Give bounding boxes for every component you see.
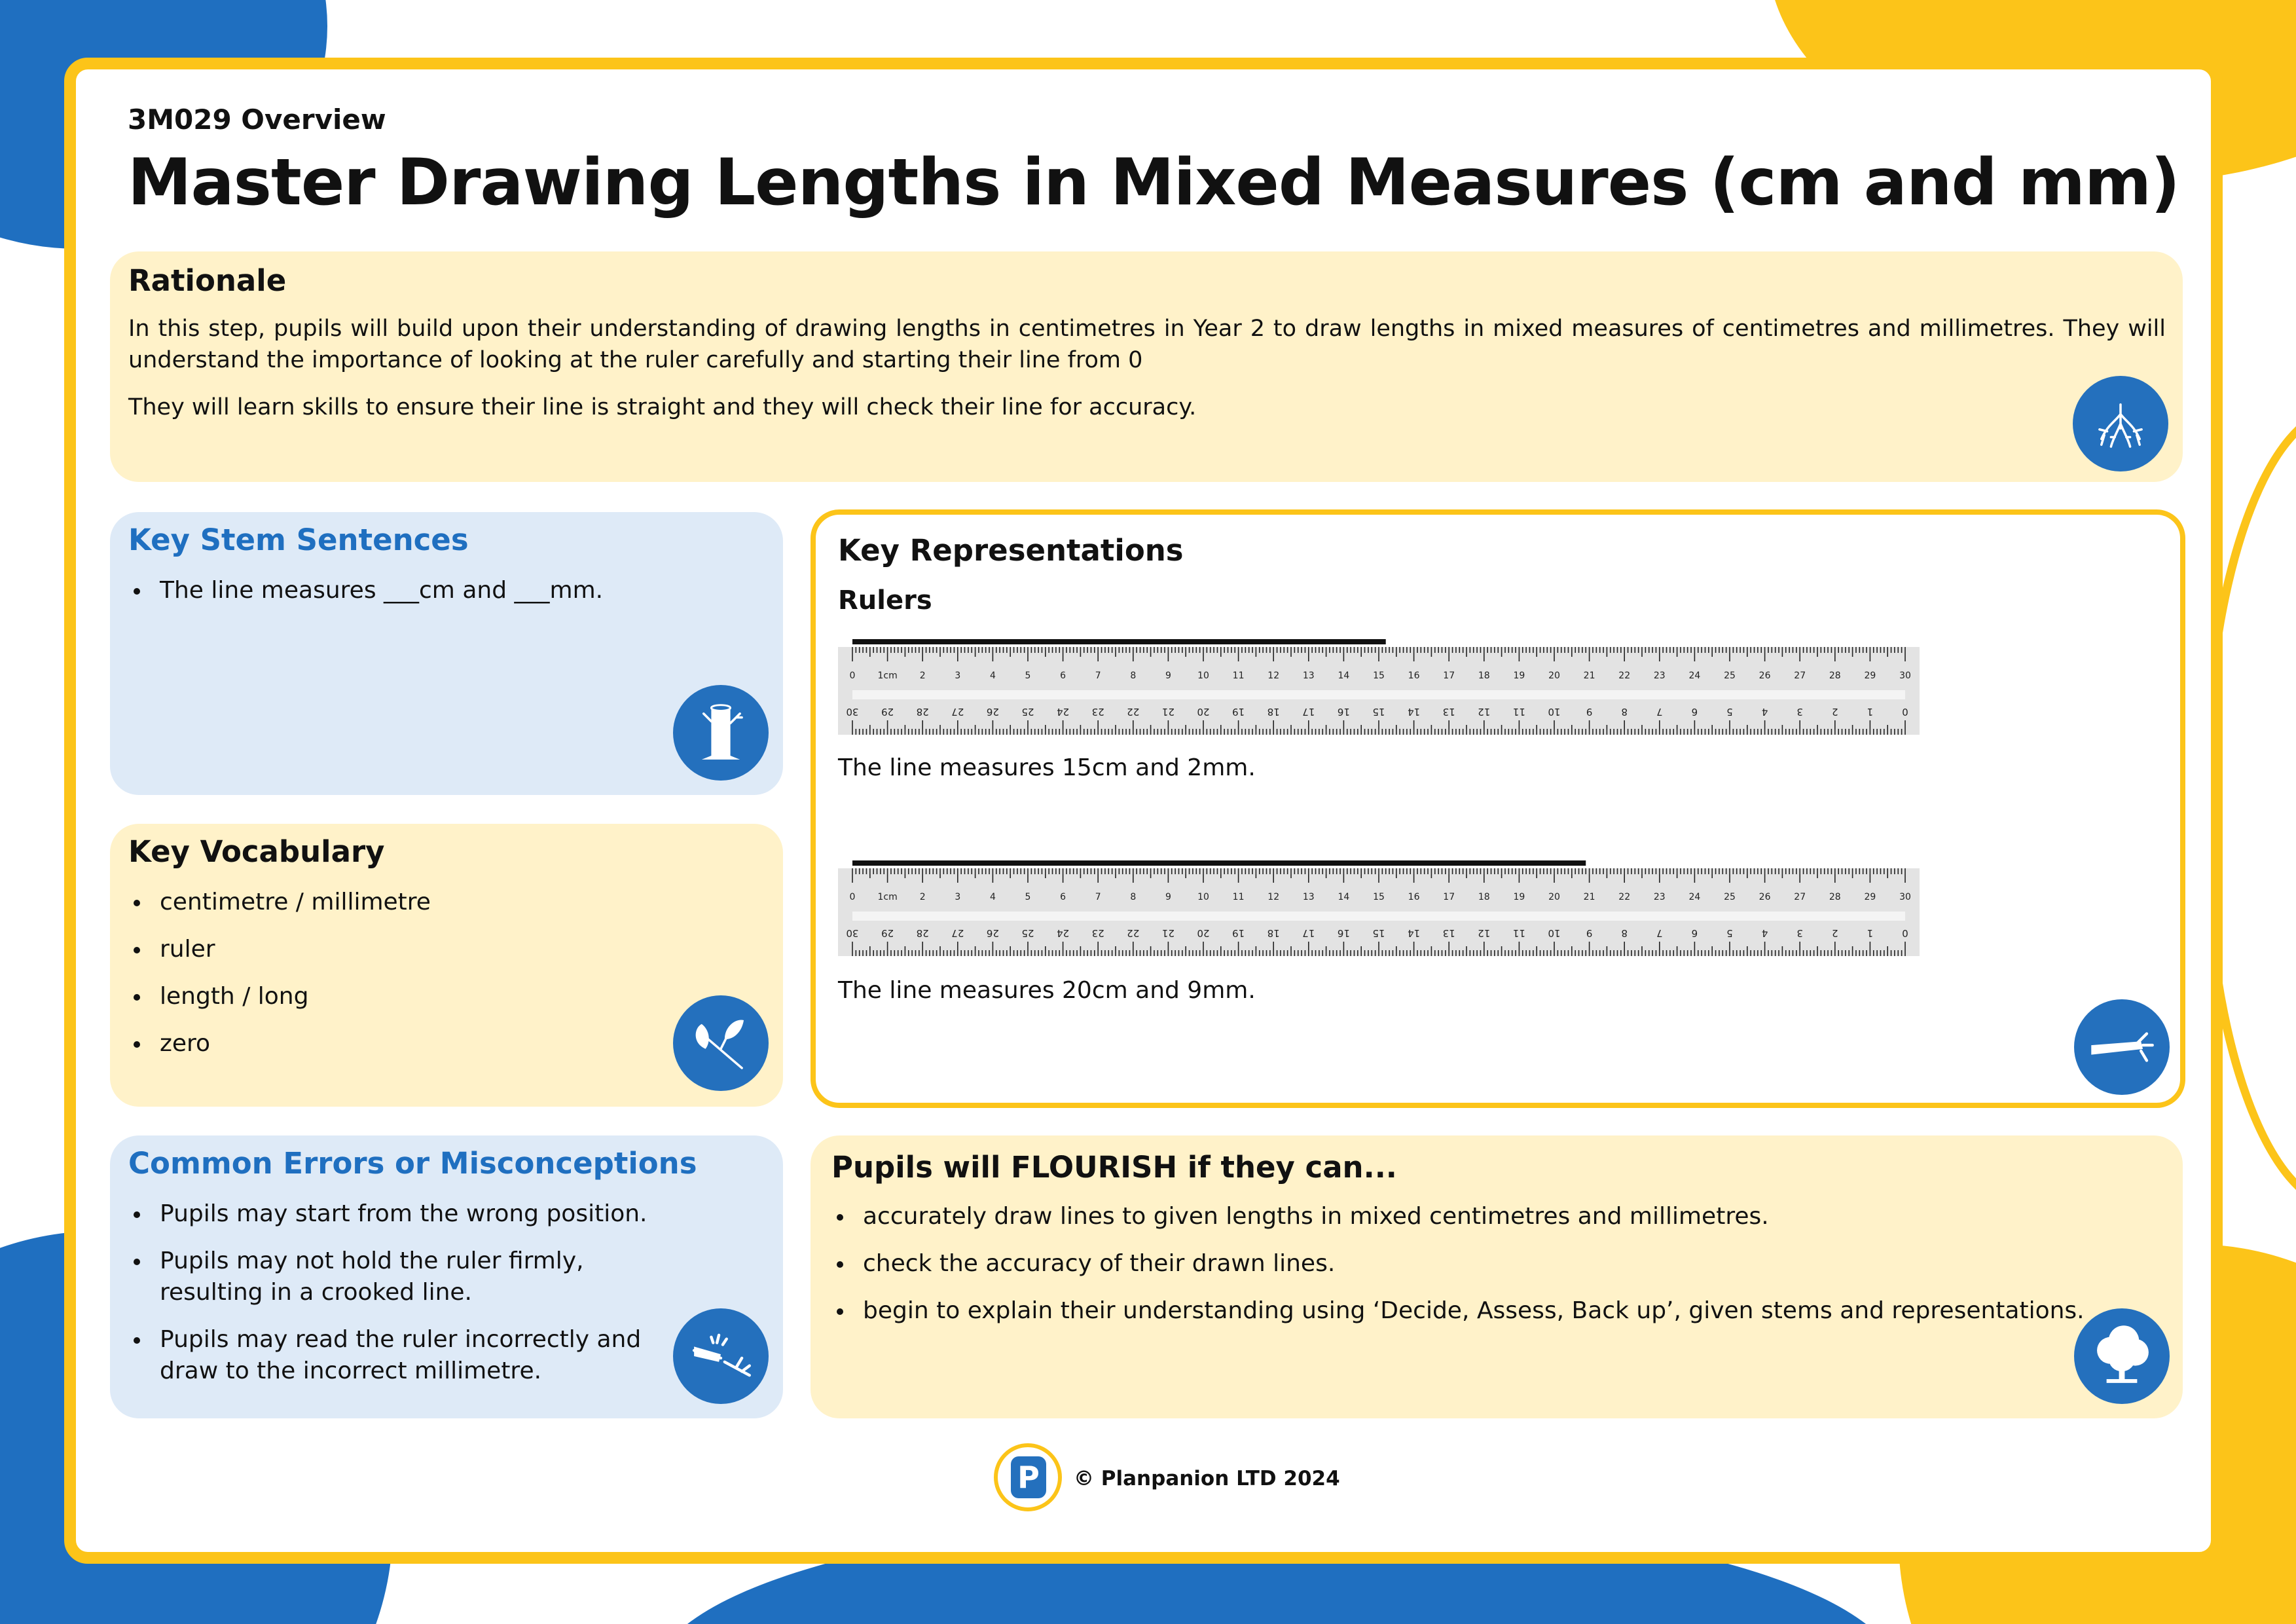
ruler-tick-label: 28 <box>916 927 929 939</box>
ruler-tick-label: 30 <box>1899 671 1911 681</box>
ruler-tick-label: 10 <box>1197 892 1209 902</box>
ruler-tick-label-inverted <box>951 927 964 939</box>
ruler-tick-label-inverted <box>1338 706 1350 718</box>
ruler-tick-label-inverted <box>1197 706 1209 718</box>
ruler-tick-label: 12 <box>1267 671 1280 681</box>
ruler-tick-label-inverted <box>1021 927 1034 939</box>
ruler-tick-label-inverted <box>1443 927 1455 939</box>
ruler-tick-label: 12 <box>1478 927 1491 939</box>
ruler-tick-label: 4 <box>1761 927 1768 939</box>
ruler-tick-label: 7 <box>1095 671 1101 681</box>
ruler-tick-label-inverted <box>1692 927 1698 939</box>
ruler-tick-label: 3 <box>1796 927 1803 939</box>
ruler-tick-label: 27 <box>951 927 964 939</box>
ruler-tick-label: 30 <box>846 927 859 939</box>
ruler-tick-label: 8 <box>1621 927 1628 939</box>
ruler-tick-label: 21 <box>1161 706 1175 718</box>
ruler-tick-label-inverted <box>1267 706 1280 718</box>
ruler-tick-label: 22 <box>1618 892 1631 902</box>
ruler-tick-label-inverted <box>1621 927 1628 939</box>
ruler-tick-label: 6 <box>1691 706 1698 718</box>
ruler-tick-label: 13 <box>1442 706 1455 718</box>
ruler-tick-label: 9 <box>1586 706 1593 718</box>
ruler-tick-label: 10 <box>1548 706 1561 718</box>
ruler-tick-label: 28 <box>1829 892 1841 902</box>
ruler-tick-label-inverted <box>1762 706 1768 718</box>
ruler-tick-label: 29 <box>881 927 894 939</box>
ruler-tick-label: 5 <box>1726 706 1733 718</box>
ruler-tick-label: 15 <box>1372 706 1385 718</box>
ruler-tick-label: 14 <box>1408 706 1421 718</box>
ruler-tick-label: 20 <box>1548 892 1560 902</box>
ruler-tick-label-inverted <box>1021 706 1034 718</box>
ruler-tick-label-inverted <box>1586 927 1593 939</box>
ruler-tick-label: 10 <box>1197 671 1209 681</box>
ruler-tick-label: 11 <box>1232 671 1245 681</box>
ruler-tick-label: 24 <box>1057 706 1070 718</box>
ruler-tick-label: 28 <box>916 706 929 718</box>
representations-heading: Key Representations <box>838 533 1184 568</box>
flourish-card <box>811 1135 2183 1418</box>
flourish-list <box>831 1201 2102 1327</box>
ruler-tick-label: 24 <box>1688 671 1701 681</box>
list-item: Pupils may not hold the ruler firmly, resulting in a crooked line. <box>128 1246 685 1308</box>
ruler-tick-label: 26 <box>986 927 999 939</box>
ruler-tick-label: 17 <box>1302 927 1315 939</box>
common-errors-card <box>110 1135 783 1418</box>
ruler-tick-label-inverted <box>1513 927 1525 939</box>
ruler-tick-label: 8 <box>1621 706 1628 718</box>
ruler-tick-label-inverted <box>1338 927 1350 939</box>
ruler-tick-label: 2 <box>919 892 926 902</box>
ruler-tick-label-inverted <box>1832 927 1838 939</box>
ruler-tick-label: 2 <box>1832 706 1838 718</box>
ruler-tick-label: 6 <box>1691 927 1698 939</box>
list-item: ruler <box>128 934 757 965</box>
ruler-tick-label-inverted <box>951 706 964 718</box>
list-item: begin to explain their understanding using ‘Decide, Assess, Back up’, given stems and representations. <box>831 1295 2102 1327</box>
ruler-tick-label-inverted <box>1692 706 1698 718</box>
ruler-tick-label: 24 <box>1057 927 1070 939</box>
list-item: centimetre / millimetre <box>128 887 757 918</box>
ruler-tick-label-inverted <box>1478 927 1490 939</box>
rulers-subheading: Rulers <box>838 585 932 616</box>
ruler-tick-label-inverted <box>1372 927 1385 939</box>
ruler-tick-label: 14 <box>1338 671 1350 681</box>
tree-icon <box>2074 1308 2170 1404</box>
ruler-tick-label-inverted <box>1232 927 1245 939</box>
ruler-tick-label: 29 <box>1864 671 1876 681</box>
ruler-tick-label-inverted <box>1267 927 1280 939</box>
ruler-tick-label: 18 <box>1478 892 1490 902</box>
ruler-tick-label-inverted <box>1796 706 1803 718</box>
ruler-tick-label-inverted <box>1656 706 1663 718</box>
ruler-tick-label: 19 <box>1513 671 1525 681</box>
ruler-tick-label: 5 <box>1025 671 1031 681</box>
ruler-tick-label-inverted <box>1867 706 1874 718</box>
leaves-icon <box>673 995 769 1091</box>
list-item: Pupils may start from the wrong position. <box>128 1198 685 1230</box>
ruler-tick-label-inverted <box>846 706 858 718</box>
errors-list <box>128 1198 685 1387</box>
ruler-tick-label-inverted <box>1443 706 1455 718</box>
key-vocabulary-card <box>110 824 783 1107</box>
ruler-tick-label: 1cm <box>877 892 898 902</box>
ruler-tick-label-inverted <box>1127 706 1139 718</box>
ruler-tick-label: 0 <box>849 892 856 902</box>
ruler-tick-label: 9 <box>1165 671 1171 681</box>
ruler-tick-label: 19 <box>1513 892 1525 902</box>
ruler-tick-label: 11 <box>1512 706 1525 718</box>
ruler-tick-label: 23 <box>1091 927 1104 939</box>
ruler-tick-label-inverted <box>1478 706 1490 718</box>
ruler-tick-label: 18 <box>1478 671 1490 681</box>
ruler-tick-label: 1 <box>1867 706 1874 718</box>
ruler-tick-label: 11 <box>1512 927 1525 939</box>
ruler-tick-label: 6 <box>1060 671 1066 681</box>
ruler-tick-label: 15 <box>1372 927 1385 939</box>
rationale-paragraph-2: They will learn skills to ensure their line is straight and they will check their line for accuracy. <box>128 394 1197 420</box>
ruler-tick-label: 20 <box>1197 706 1210 718</box>
ruler-tick-label: 18 <box>1267 706 1280 718</box>
ruler-tick-label-inverted <box>1726 927 1733 939</box>
ruler-tick-label: 21 <box>1583 671 1595 681</box>
vocabulary-list <box>128 887 757 1060</box>
ruler-tick-label-inverted <box>1372 706 1385 718</box>
ruler-tick-label: 20 <box>1548 671 1560 681</box>
list-item: Pupils may read the ruler incorrectly and draw to the incorrect millimetre. <box>128 1324 685 1387</box>
ruler-tick-label-inverted <box>1621 706 1628 718</box>
ruler-tick-label-inverted <box>1162 927 1175 939</box>
key-stem-sentences-card <box>110 512 783 795</box>
ruler-tick-label: 1cm <box>877 671 898 681</box>
ruler-tick-label: 16 <box>1337 927 1350 939</box>
ruler-tick-label: 15 <box>1373 671 1385 681</box>
ruler-tick-label: 0 <box>1902 706 1908 718</box>
ruler-tick-label-inverted <box>1408 927 1420 939</box>
ruler-tick-label-inverted <box>1586 706 1593 718</box>
ruler-tick-label-inverted <box>1548 706 1560 718</box>
ruler-tick-label: 8 <box>1130 892 1137 902</box>
ruler-tick-label: 1 <box>1867 927 1874 939</box>
ruler-tick-label: 17 <box>1302 706 1315 718</box>
ruler-tick-label: 17 <box>1443 892 1455 902</box>
ruler-tick-label: 14 <box>1338 892 1350 902</box>
ruler-tick-label: 30 <box>846 706 859 718</box>
list-item: check the accuracy of their drawn lines. <box>831 1248 2102 1280</box>
ruler-tick-label-inverted <box>1548 927 1560 939</box>
ruler-tick-label: 27 <box>1794 892 1806 902</box>
roots-icon <box>2073 376 2168 471</box>
errors-heading: Common Errors or Misconceptions <box>128 1146 697 1181</box>
list-item: length / long <box>128 981 757 1012</box>
ruler-tick-label: 9 <box>1586 927 1593 939</box>
ruler-tick-label-inverted <box>1902 706 1908 718</box>
ruler-tick-label: 8 <box>1130 671 1137 681</box>
ruler-tick-label: 26 <box>1758 671 1771 681</box>
flourish-heading: Pupils will FLOURISH if they can... <box>831 1150 1397 1185</box>
ruler-tick-label-inverted <box>1232 706 1245 718</box>
ruler-tick-label: 16 <box>1408 892 1420 902</box>
ruler-caption-2: The line measures 20cm and 9mm. <box>838 977 1256 1004</box>
ruler-tick-label-inverted <box>1726 706 1733 718</box>
ruler-tick-label: 2 <box>1832 927 1838 939</box>
ruler-tick-label: 19 <box>1232 706 1245 718</box>
ruler-tick-label-inverted <box>881 706 894 718</box>
rationale-heading: Rationale <box>128 263 287 298</box>
ruler-tick-label: 10 <box>1548 927 1561 939</box>
ruler-tick-label: 22 <box>1127 706 1140 718</box>
vocabulary-heading: Key Vocabulary <box>128 834 385 869</box>
ruler-tick-label-inverted <box>1408 706 1420 718</box>
ruler-tick-label: 27 <box>951 706 964 718</box>
ruler-tick-label: 23 <box>1091 706 1104 718</box>
ruler-tick-label: 3 <box>955 671 961 681</box>
ruler-tick-label: 19 <box>1232 927 1245 939</box>
ruler-tick-label-inverted <box>917 927 929 939</box>
ruler-tick-label-inverted <box>1127 927 1139 939</box>
list-item: zero <box>128 1028 757 1060</box>
ruler-diagram-2 <box>838 859 1920 956</box>
ruler-tick-label: 9 <box>1165 892 1171 902</box>
ruler-diagram-1 <box>838 638 1920 735</box>
list-item: accurately draw lines to given lengths in mixed centimetres and millimetres. <box>831 1201 2102 1232</box>
ruler-tick-label-inverted <box>1092 927 1104 939</box>
ruler-tick-label-inverted <box>1513 706 1525 718</box>
ruler-tick-label: 21 <box>1161 927 1175 939</box>
ruler-tick-label-inverted <box>1302 706 1315 718</box>
ruler-tick-label-inverted <box>1902 927 1908 939</box>
rationale-paragraph-1: In this step, pupils will build upon their understanding of drawing lengths in centimetres in Year 2 to draw lengths in mixed measures of centimetres and millimetres. They will understand the importance of looking at the ruler carefully and starting their line from 0 <box>128 316 2166 373</box>
tree-stump-icon <box>673 685 769 781</box>
ruler-tick-label: 26 <box>986 706 999 718</box>
ruler-tick-label: 7 <box>1095 892 1101 902</box>
ruler-tick-label: 5 <box>1726 927 1733 939</box>
ruler-tick-label: 22 <box>1127 927 1140 939</box>
copyright: © Planpanion LTD 2024 <box>1074 1467 1340 1490</box>
ruler-mid-strip <box>852 690 1905 699</box>
ruler-tick-label: 25 <box>1724 671 1736 681</box>
ruler-tick-label-inverted <box>1057 706 1069 718</box>
ruler-tick-label: 5 <box>1025 892 1031 902</box>
ruler-tick-label-inverted <box>1867 927 1874 939</box>
ruler-tick-label-inverted <box>846 927 858 939</box>
ruler-tick-label: 26 <box>1758 892 1771 902</box>
ruler-tick-label: 0 <box>1902 927 1908 939</box>
broken-branch-icon <box>673 1308 769 1404</box>
ruler-tick-label-inverted <box>1162 706 1175 718</box>
key-representations-card <box>811 509 2185 1108</box>
ruler-tick-label-inverted <box>987 706 999 718</box>
ruler-tick-label: 17 <box>1443 671 1455 681</box>
ruler-tick-label-inverted <box>917 706 929 718</box>
ruler-tick-label: 6 <box>1060 892 1066 902</box>
key-stem-heading: Key Stem Sentences <box>128 523 469 557</box>
ruler-tick-label: 14 <box>1408 927 1421 939</box>
ruler-caption-1: The line measures 15cm and 2mm. <box>838 754 1256 781</box>
ruler-tick-label: 23 <box>1653 892 1666 902</box>
ruler-tick-label: 25 <box>1724 892 1736 902</box>
ruler-tick-label: 23 <box>1653 671 1666 681</box>
ruler-tick-label-inverted <box>1057 927 1069 939</box>
ruler-tick-label: 13 <box>1302 892 1315 902</box>
ruler-tick-label: 29 <box>881 706 894 718</box>
ruler-tick-label-inverted <box>1656 927 1663 939</box>
list-item: The line measures ___cm and ___mm. <box>128 575 757 606</box>
page-title: Master Drawing Lengths in Mixed Measures (cm and mm) <box>128 145 2179 220</box>
ruler-tick-label: 0 <box>849 671 856 681</box>
ruler-tick-label-inverted <box>881 927 894 939</box>
ruler-tick-label-inverted <box>987 927 999 939</box>
ruler-tick-label-inverted <box>1832 706 1838 718</box>
ruler-tick-label: 4 <box>989 892 996 902</box>
ruler-tick-label: 2 <box>919 671 926 681</box>
ruler-tick-label: 12 <box>1267 892 1280 902</box>
key-stem-list <box>128 575 757 606</box>
ruler-tick-label: 29 <box>1864 892 1876 902</box>
ruler-tick-label: 16 <box>1337 706 1350 718</box>
branch-icon <box>2074 999 2170 1095</box>
ruler-tick-label: 12 <box>1478 706 1491 718</box>
ruler-tick-label: 7 <box>1656 927 1663 939</box>
ruler-tick-label-inverted <box>1197 927 1209 939</box>
ruler-tick-label: 4 <box>1761 706 1768 718</box>
rationale-card <box>110 251 2183 482</box>
ruler-tick-label: 15 <box>1373 892 1385 902</box>
ruler-tick-label: 13 <box>1442 927 1455 939</box>
ruler-tick-label: 20 <box>1197 927 1210 939</box>
ruler-tick-label: 4 <box>989 671 996 681</box>
ruler-tick-label: 24 <box>1688 892 1701 902</box>
ruler-tick-label: 3 <box>1796 706 1803 718</box>
ruler-tick-label: 11 <box>1232 892 1245 902</box>
ruler-tick-label: 25 <box>1021 927 1034 939</box>
lesson-code: 3M029 Overview <box>128 103 386 136</box>
ruler-tick-label: 16 <box>1408 671 1420 681</box>
ruler-tick-label: 27 <box>1794 671 1806 681</box>
ruler-tick-label-inverted <box>1796 927 1803 939</box>
ruler-tick-label-inverted <box>1092 706 1104 718</box>
ruler-tick-label-inverted <box>1302 927 1315 939</box>
ruler-tick-label: 13 <box>1302 671 1315 681</box>
ruler-tick-label: 3 <box>955 892 961 902</box>
ruler-tick-label: 7 <box>1656 706 1663 718</box>
ruler-tick-label-inverted <box>1762 927 1768 939</box>
ruler-tick-label: 25 <box>1021 706 1034 718</box>
ruler-mid-strip <box>852 912 1905 921</box>
ruler-tick-label: 22 <box>1618 671 1631 681</box>
ruler-tick-label: 18 <box>1267 927 1280 939</box>
logo-letter: P <box>1011 1456 1046 1498</box>
ruler-tick-label: 28 <box>1829 671 1841 681</box>
planpanion-logo <box>994 1443 1062 1511</box>
ruler-tick-label: 30 <box>1899 892 1911 902</box>
ruler-tick-label: 21 <box>1583 892 1595 902</box>
